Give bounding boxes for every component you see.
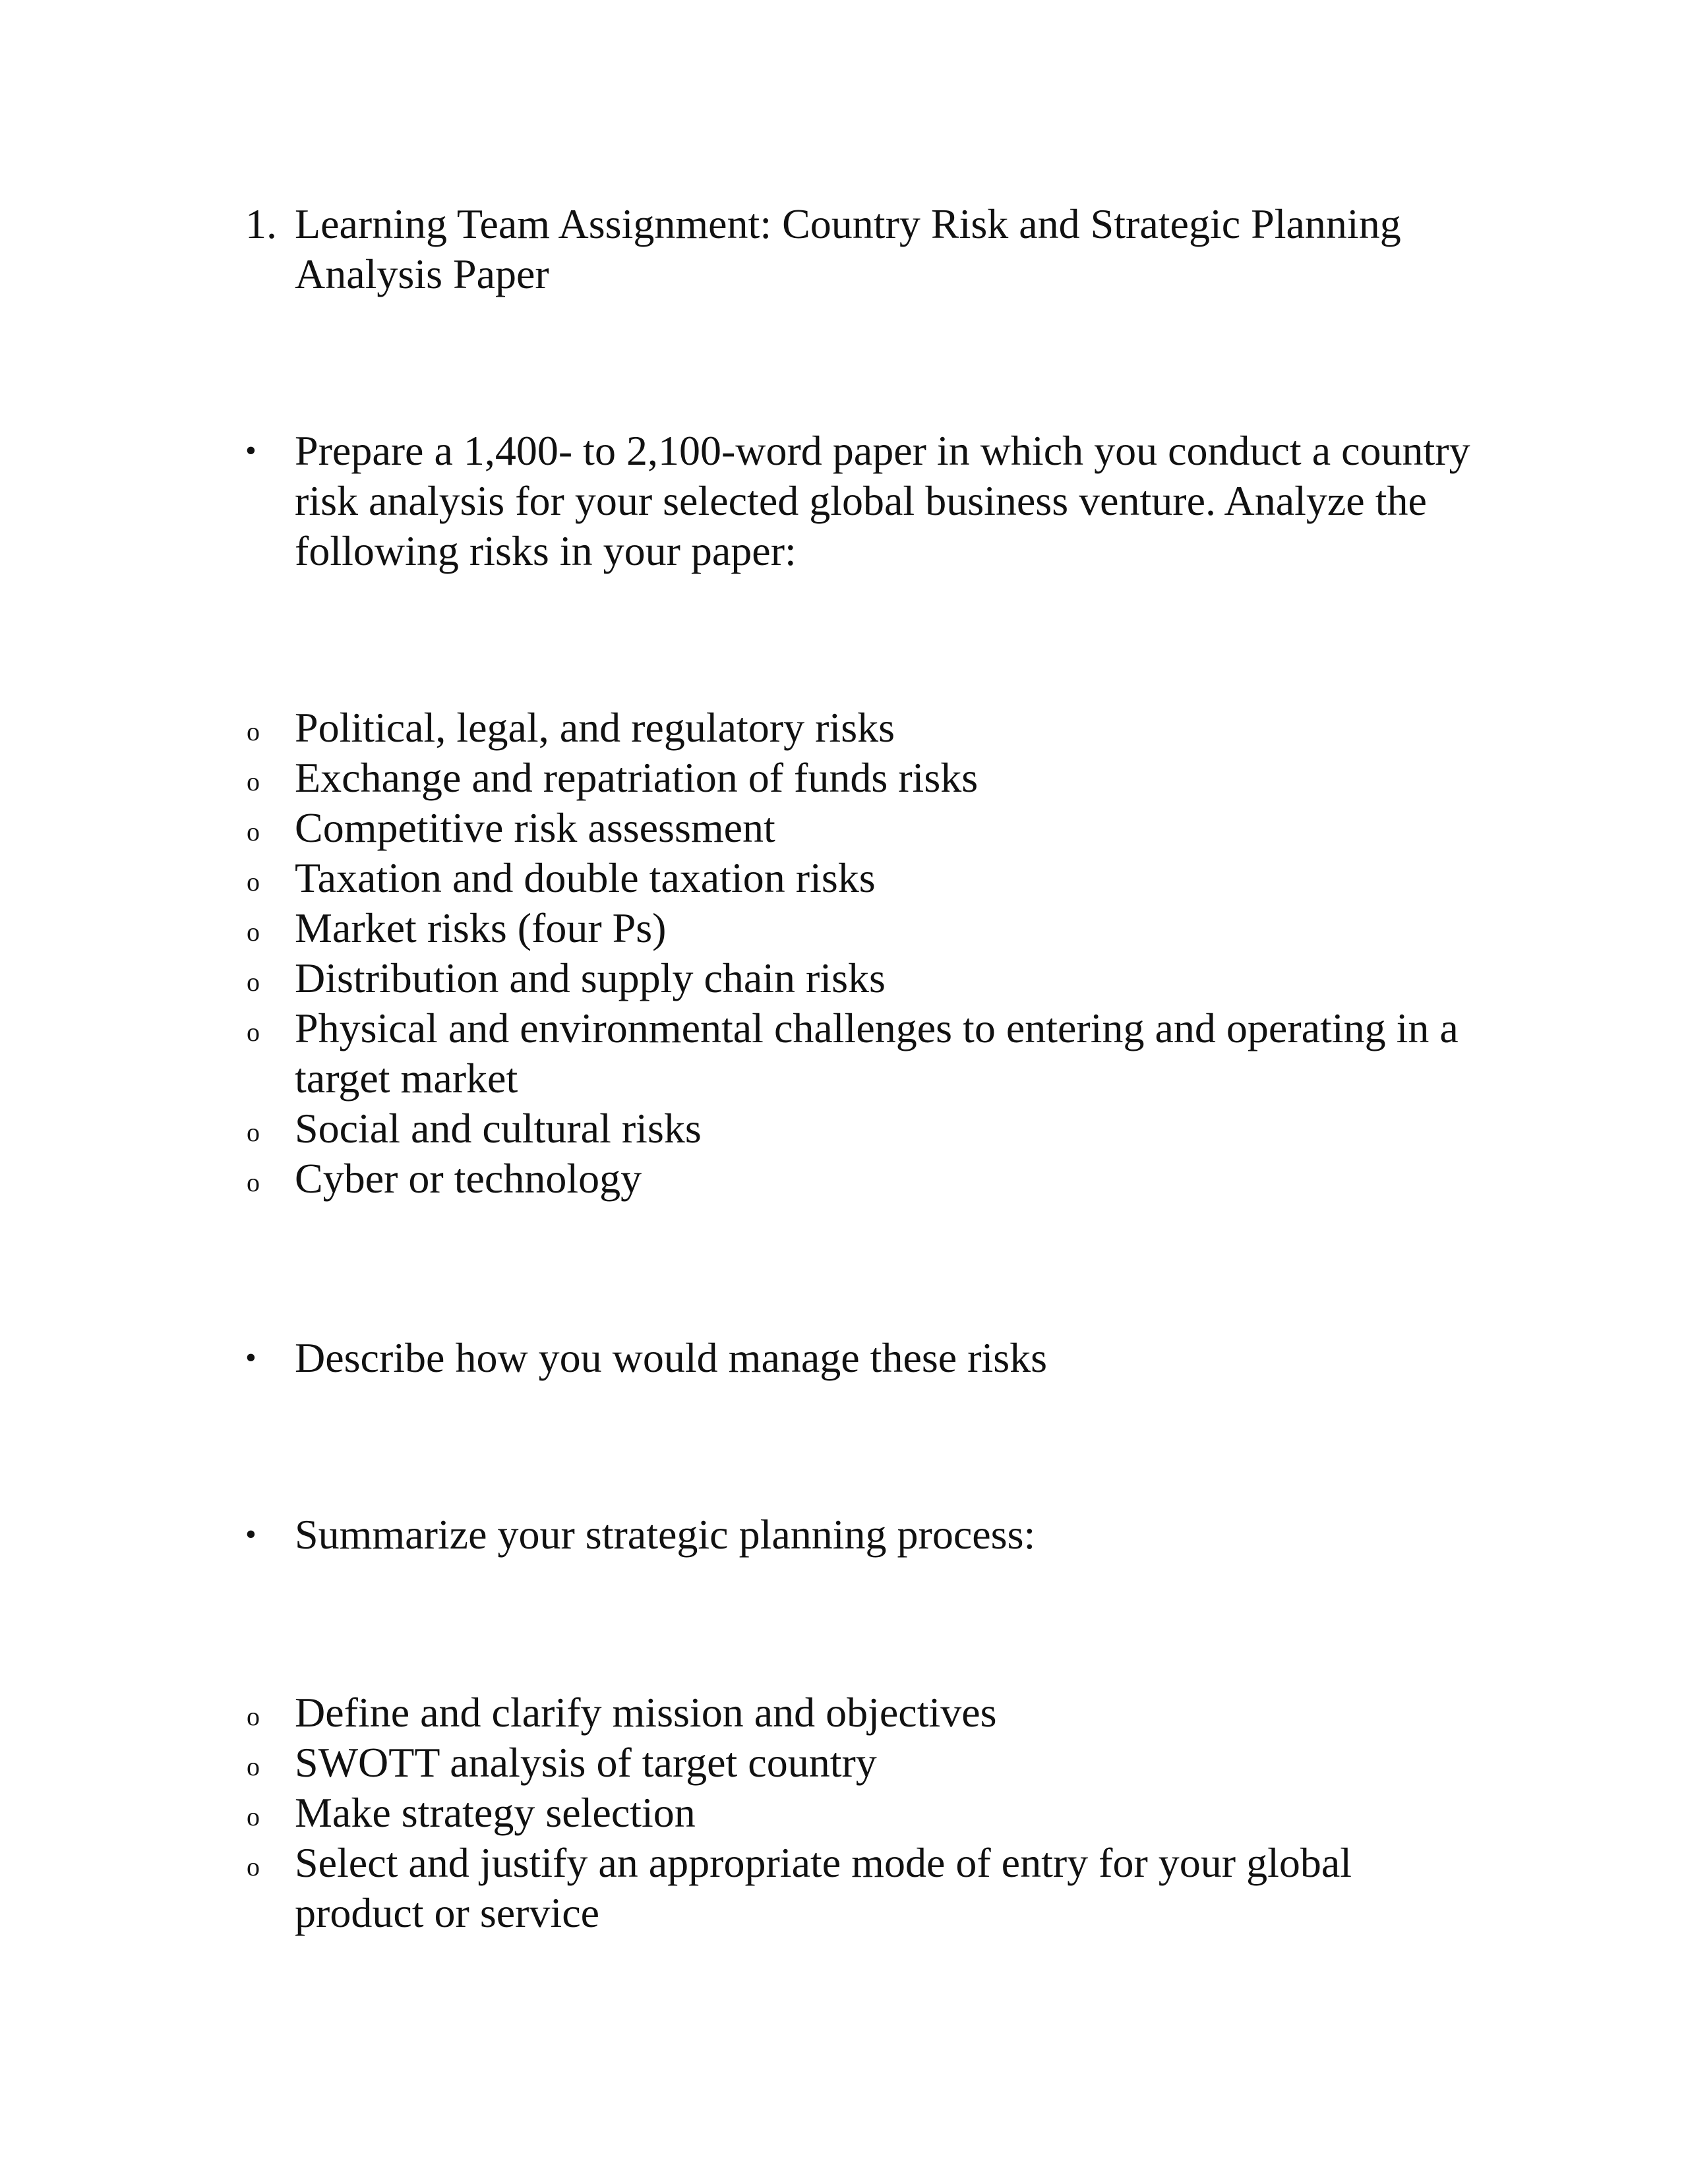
list-item: [0, 1738, 1688, 1788]
planning-list: [0, 1688, 1688, 1938]
list-item: [0, 903, 1688, 953]
list-item-text: Select and justify an appropriate mode of entry for your global product or service: [295, 1839, 1352, 1936]
list-item: [0, 1838, 1688, 1938]
bullet-describe: [0, 1333, 1688, 1383]
list-item: [0, 1788, 1688, 1838]
heading-number: 1.: [245, 200, 277, 247]
list-item: [0, 1154, 1688, 1204]
list-item-text: Political, legal, and regulatory risks: [295, 704, 895, 751]
list-item-text: Competitive risk assessment: [295, 804, 775, 851]
list-item-text: Physical and environmental challenges to entering and operating in a target market: [295, 1005, 1459, 1102]
bullet-prepare-text: Prepare a 1,400- to 2,100-word paper in which you conduct a country risk analysis for your selected global business venture. Analyze the following risks in your paper:: [295, 427, 1470, 574]
bullet-marker: •: [245, 1517, 256, 1552]
bullet-summarize-text: Summarize your strategic planning process:: [295, 1511, 1036, 1558]
list-item-text: Market risks (four Ps): [295, 904, 667, 951]
heading-title: Learning Team Assignment: Country Risk and Strategic Planning Analysis Paper: [295, 200, 1401, 297]
bullet-marker: •: [245, 433, 256, 468]
list-item-text: Define and clarify mission and objectives: [295, 1689, 997, 1736]
bullet-describe-text: Describe how you would manage these risks: [295, 1334, 1048, 1381]
list-item-text: Make strategy selection: [295, 1789, 696, 1836]
list-item-text: Exchange and repatriation of funds risks: [295, 754, 979, 801]
circle-bullet-icon: o: [247, 967, 260, 997]
circle-bullet-icon: o: [247, 1752, 260, 1781]
circle-bullet-icon: o: [247, 1167, 260, 1197]
circle-bullet-icon: o: [247, 1852, 260, 1881]
assignment-heading: [0, 199, 1688, 299]
list-item: [0, 853, 1688, 903]
bullet-prepare: [0, 426, 1688, 576]
circle-bullet-icon: o: [247, 1117, 260, 1147]
circle-bullet-icon: o: [247, 767, 260, 796]
circle-bullet-icon: o: [247, 817, 260, 846]
list-item: [0, 753, 1688, 803]
list-item: [0, 1104, 1688, 1154]
list-item-text: Taxation and double taxation risks: [295, 854, 876, 901]
circle-bullet-icon: o: [247, 1802, 260, 1831]
list-item-text: SWOTT analysis of target country: [295, 1739, 877, 1786]
risks-list: [0, 703, 1688, 1204]
list-item: [0, 953, 1688, 1003]
list-item: [0, 1003, 1688, 1104]
list-item-text: Distribution and supply chain risks: [295, 955, 886, 1001]
list-item: [0, 1688, 1688, 1738]
list-item: [0, 803, 1688, 853]
circle-bullet-icon: o: [247, 917, 260, 947]
bullet-summarize: [0, 1510, 1688, 1560]
circle-bullet-icon: o: [247, 867, 260, 897]
list-item-text: Social and cultural risks: [295, 1105, 702, 1152]
circle-bullet-icon: o: [247, 1017, 260, 1047]
circle-bullet-icon: o: [247, 1701, 260, 1731]
list-item-text: Cyber or technology: [295, 1155, 642, 1202]
circle-bullet-icon: o: [247, 717, 260, 746]
list-item: [0, 703, 1688, 753]
bullet-marker: •: [245, 1340, 256, 1375]
